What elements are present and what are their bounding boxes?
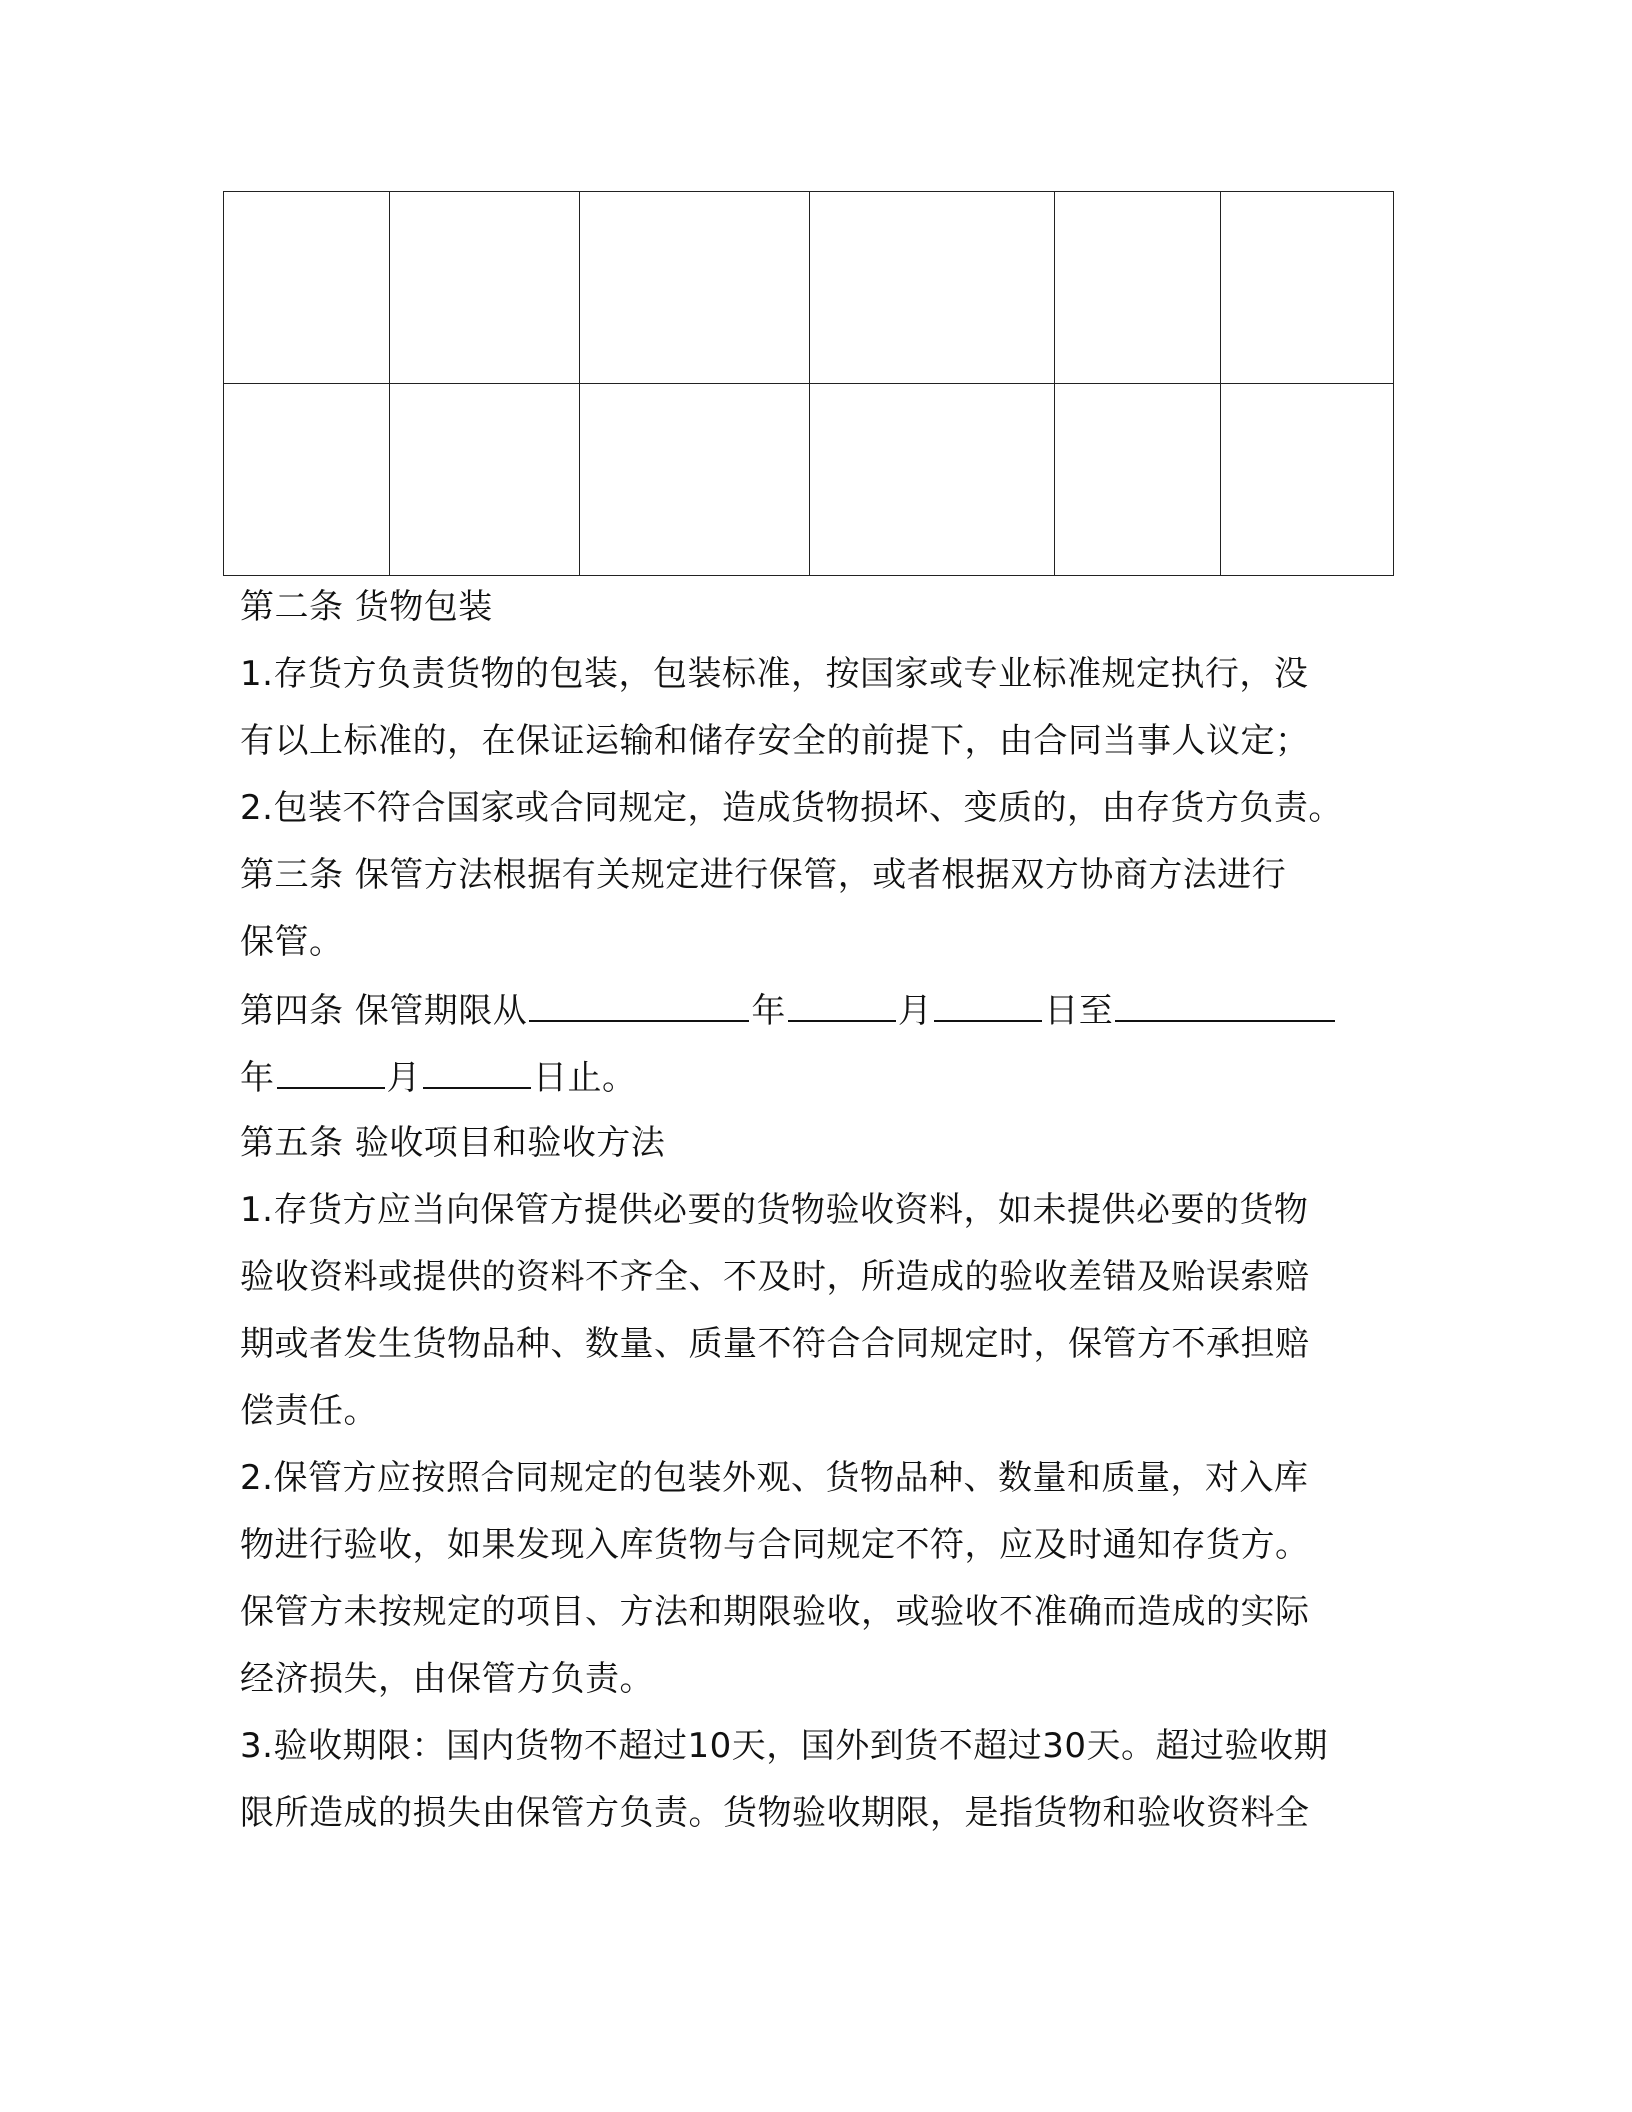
day-to-label: 日至 xyxy=(1044,991,1114,1031)
article-3-line-1: 第三条 保管方法根据有关规定进行保管，或者根据双方协商方法进行 xyxy=(240,855,1287,895)
table-cell xyxy=(390,384,580,576)
year-label: 年 xyxy=(751,991,786,1031)
article-4-line-2 xyxy=(240,1043,1400,1110)
start-month-blank[interactable] xyxy=(788,976,896,1022)
article-5-item-2-line-2: 物进行验收，如果发现入库货物与合同规定不符，应及时通知存货方。 xyxy=(240,1525,1310,1565)
contract-text xyxy=(240,574,1400,1847)
table-cell xyxy=(390,192,580,384)
article-4-line-1 xyxy=(240,976,1400,1043)
table-cell xyxy=(1221,384,1394,576)
table-row xyxy=(224,192,1394,384)
start-day-blank[interactable] xyxy=(934,976,1042,1022)
table-cell xyxy=(810,192,1055,384)
day-end-label: 日止。 xyxy=(533,1058,637,1098)
blank-table xyxy=(223,191,1394,576)
article-2-item-2: 2.包装不符合国家或合同规定，造成货物损坏、变质的，由存货方负责。 xyxy=(240,788,1343,828)
month-label: 月 xyxy=(897,991,933,1031)
article-5-item-2-line-3: 保管方未按规定的项目、方法和期限验收，或验收不准确而造成的实际 xyxy=(240,1592,1310,1632)
article-4-prefix: 第四条 保管期限从 xyxy=(240,991,528,1031)
article-5-item-1-line-4: 偿责任。 xyxy=(240,1391,378,1431)
article-2-item-1-line-2: 有以上标准的，在保证运输和储存安全的前提下，由合同当事人议定； xyxy=(240,721,1310,761)
article-2-heading: 第二条 货物包装 xyxy=(240,587,493,627)
table-cell xyxy=(1055,192,1221,384)
article-5-item-1-line-2: 验收资料或提供的资料不齐全、不及时，所造成的验收差错及贻误索赔 xyxy=(240,1257,1310,1297)
article-5-item-1-line-1: 1.存货方应当向保管方提供必要的货物验收资料，如未提供必要的货物 xyxy=(240,1190,1309,1230)
table-cell xyxy=(224,384,390,576)
article-5-item-2-line-1: 2.保管方应按照合同规定的包装外观、货物品种、数量和质量，对入库 xyxy=(240,1458,1309,1498)
table-cell xyxy=(810,384,1055,576)
article-2-item-1-line-1: 1.存货方负责货物的包装，包装标准，按国家或专业标准规定执行，没 xyxy=(240,654,1309,694)
table-row xyxy=(224,384,1394,576)
article-5-heading: 第五条 验收项目和验收方法 xyxy=(240,1123,666,1163)
table-cell xyxy=(1055,384,1221,576)
article-5-item-1-line-3: 期或者发生货物品种、数量、质量不符合合同规定时，保管方不承担赔 xyxy=(240,1324,1310,1364)
start-year-blank[interactable] xyxy=(529,976,749,1022)
table-cell xyxy=(1221,192,1394,384)
table-cell xyxy=(580,384,810,576)
end-year-blank[interactable] xyxy=(1115,976,1335,1022)
end-day-blank[interactable] xyxy=(423,1043,531,1089)
table-cell xyxy=(224,192,390,384)
table-cell xyxy=(580,192,810,384)
month-label-2: 月 xyxy=(386,1058,421,1098)
end-month-blank[interactable] xyxy=(277,1043,385,1089)
article-5-item-2-line-4: 经济损失，由保管方负责。 xyxy=(240,1659,654,1699)
article-3-line-2: 保管。 xyxy=(240,922,344,962)
year-label-2: 年 xyxy=(240,1058,275,1098)
article-5-item-3-line-2: 限所造成的损失由保管方负责。货物验收期限，是指货物和验收资料全 xyxy=(240,1793,1310,1833)
article-5-item-3-line-1: 3.验收期限：国内货物不超过10天，国外到货不超过30天。超过验收期 xyxy=(240,1726,1328,1766)
